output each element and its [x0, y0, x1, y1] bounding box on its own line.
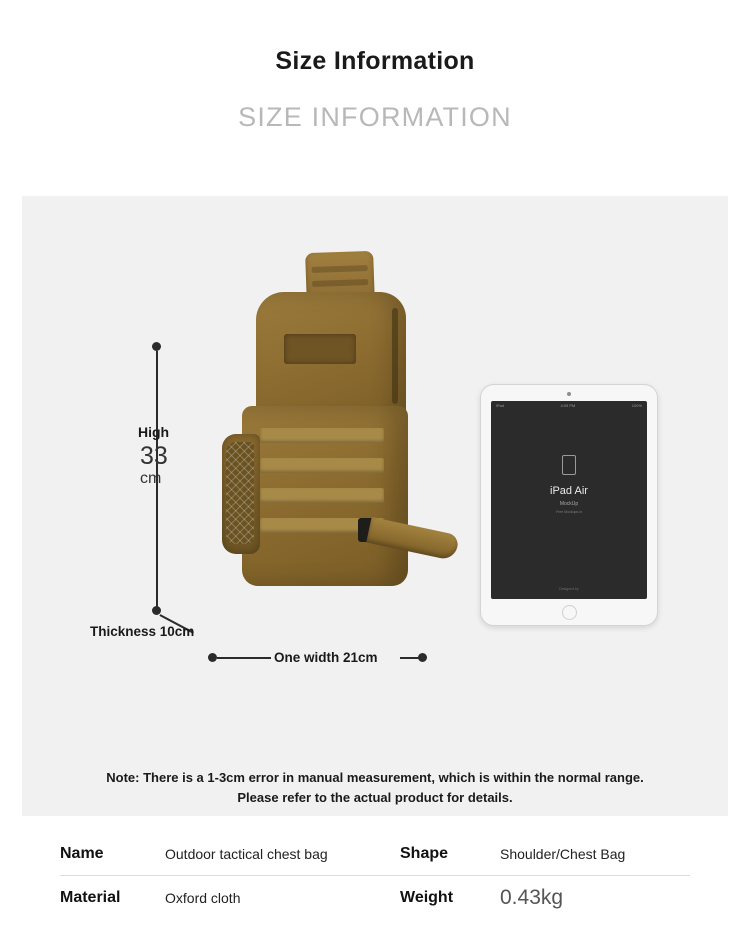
spec-value-material: Oxford cloth — [165, 890, 241, 906]
spec-value-weight: 0.43kg — [500, 886, 564, 909]
bag-side-pocket — [222, 434, 260, 554]
measure-line-width — [217, 657, 271, 659]
bag-zipper — [392, 308, 398, 404]
spec-key-name: Name — [60, 844, 104, 862]
spec-value-shape: Shoulder/Chest Bag — [500, 845, 626, 862]
specification-table — [60, 832, 690, 920]
spec-value-name: Outdoor tactical chest bag — [165, 845, 328, 862]
measure-dot-width-right — [418, 653, 427, 662]
bag-upper-compartment — [256, 292, 406, 422]
height-unit: cm — [140, 470, 162, 487]
tablet-mockup-label: MockUp — [559, 501, 579, 507]
measure-line-width-right — [400, 657, 420, 659]
spec-key-material: Material — [60, 889, 121, 906]
bag-molle-strap — [260, 488, 384, 503]
product-image-panel — [22, 196, 728, 816]
page-subtitle: SIZE INFORMATION — [238, 101, 512, 132]
width-label: One width 21cm — [274, 650, 378, 665]
tablet-model-name: iPad Air — [550, 485, 588, 497]
table-row — [60, 876, 690, 920]
tablet-status-right: 100% — [631, 403, 642, 408]
bag-molle-strap — [260, 458, 384, 473]
spec-key-weight: Weight — [400, 889, 454, 906]
bag-mesh-texture — [226, 442, 254, 544]
thickness-label: Thickness 10cm — [90, 624, 195, 639]
bag-velcro-patch — [284, 334, 356, 364]
tablet-status-center: 4:09 PM — [560, 403, 576, 408]
height-label: High — [138, 424, 170, 440]
page-title: Size Information — [275, 47, 475, 75]
table-row — [60, 832, 690, 876]
tablet-mockup-content — [491, 455, 647, 514]
tablet-screen — [491, 401, 647, 599]
height-value: 33 — [140, 442, 168, 470]
product-photo — [202, 246, 505, 666]
tablet-device — [480, 384, 658, 626]
tablet-bottom-label: Designed by — [559, 587, 579, 591]
bag-molle-strap — [260, 428, 384, 443]
spec-key-shape: Shape — [400, 844, 449, 862]
tablet-status-bar — [491, 401, 647, 410]
tablet-camera-icon — [567, 392, 571, 396]
bag-lower-compartment — [242, 406, 408, 586]
header — [0, 0, 750, 133]
measure-dot-width-left — [208, 653, 217, 662]
tablet-status-left: iPad — [496, 403, 505, 408]
measure-dot-height-top — [152, 342, 161, 351]
measurement-note: Note: There is a 1-3cm error in manual measurement, which is within the normal range. Please refer to the actual product for details. — [106, 770, 644, 806]
tablet-credit-label: Free Mockups.in — [556, 510, 582, 514]
tablet-icon — [562, 455, 576, 475]
tablet-home-button-icon — [562, 605, 577, 620]
